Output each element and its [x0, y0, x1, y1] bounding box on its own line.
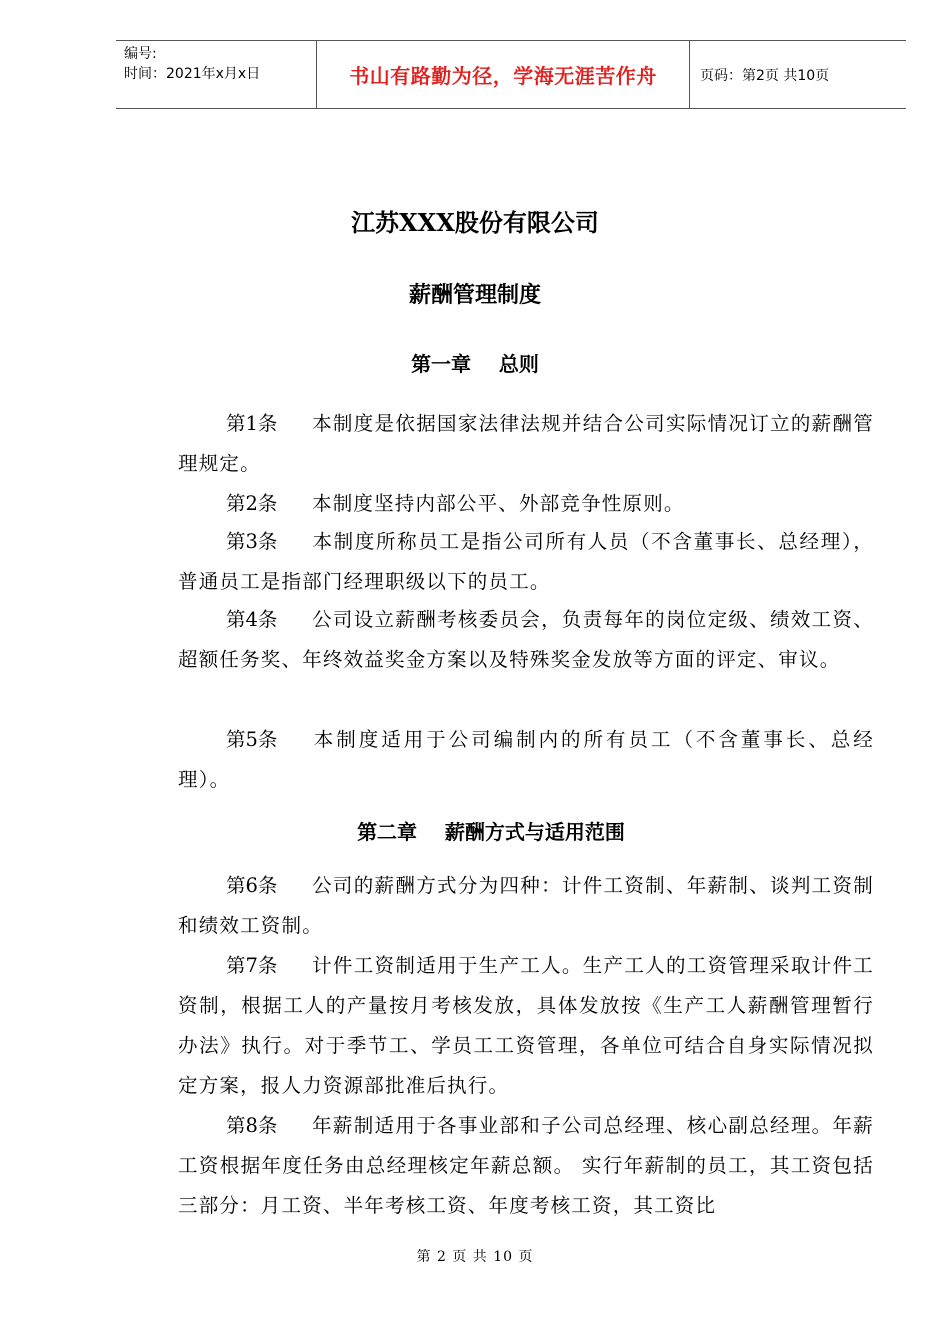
header-page-info: 页码：第2页 共10页: [700, 67, 830, 84]
article-4: [178, 600, 874, 680]
article-text: 本制度适用于公司编制内的所有员工（不含董事长、总经理）。: [178, 728, 874, 791]
page-footer: 第 2 页 共 10 页: [416, 1249, 534, 1265]
article-2: [178, 484, 874, 524]
header-motto: 书山有路勤为径，学海无涯苦作舟: [316, 41, 690, 108]
article-number: 第8条: [226, 1114, 278, 1137]
article-number: 第6条: [226, 874, 278, 897]
article-1: [178, 404, 874, 484]
article-3: [178, 522, 874, 602]
article-text: 本制度坚持内部公平、外部竞争性原则。: [312, 492, 685, 515]
article-7: [178, 946, 874, 1106]
article-text: 公司设立薪酬考核委员会，负责每年的岗位定级、绩效工资、超额任务奖、年终效益奖金方案以及特殊奖金发放等方面的评定、审议。: [178, 608, 874, 671]
article-text: 计件工资制适用于生产工人。生产工人的工资管理采取计件工资制，根据工人的产量按月考核发放，具体发放按《生产工人薪酬管理暂行办法》执行。对于季节工、学员工工资管理，各单位可结合自身实际情况拟定方案，报人力资源部批准后执行。: [178, 954, 874, 1097]
article-text: 本制度所称员工是指公司所有人员（不含董事长、总经理），普通员工是指部门经理职级以下的员工。: [178, 530, 874, 593]
serial-number-label: 编号:: [124, 46, 157, 62]
article-number: 第7条: [226, 954, 278, 977]
article-text: 公司的薪酬方式分为四种：计件工资制、年薪制、谈判工资制和绩效工资制。: [178, 874, 874, 937]
article-number: 第2条: [226, 492, 278, 515]
article-text: 年薪制适用于各事业部和子公司总经理、核心副总经理。年薪工资根据年度任务由总经理核定年薪总额。 实行年薪制的员工，其工资包括三部分：月工资、半年考核工资、年度考核工资，其工资比: [178, 1114, 874, 1217]
header-meta-cell: [116, 41, 316, 108]
article-number: 第5条: [226, 728, 278, 751]
time-label: 时间：2021年x月x日: [124, 66, 261, 82]
article-number: 第4条: [226, 608, 278, 631]
article-6: [178, 866, 874, 946]
chapter-1-heading: 第一章 总则: [411, 352, 539, 376]
article-number: 第3条: [226, 530, 278, 553]
document-title: 薪酬管理制度: [408, 282, 541, 308]
article-5: [178, 720, 874, 800]
document-header: [116, 40, 906, 109]
chapter-2-heading: 第二章 薪酬方式与适用范围: [357, 820, 625, 844]
article-number: 第1条: [226, 412, 278, 435]
article-text: 本制度是依据国家法律法规并结合公司实际情况订立的薪酬管理规定。: [178, 412, 874, 475]
company-title: 江苏XXX股份有限公司: [351, 208, 599, 237]
article-8: [178, 1106, 874, 1226]
